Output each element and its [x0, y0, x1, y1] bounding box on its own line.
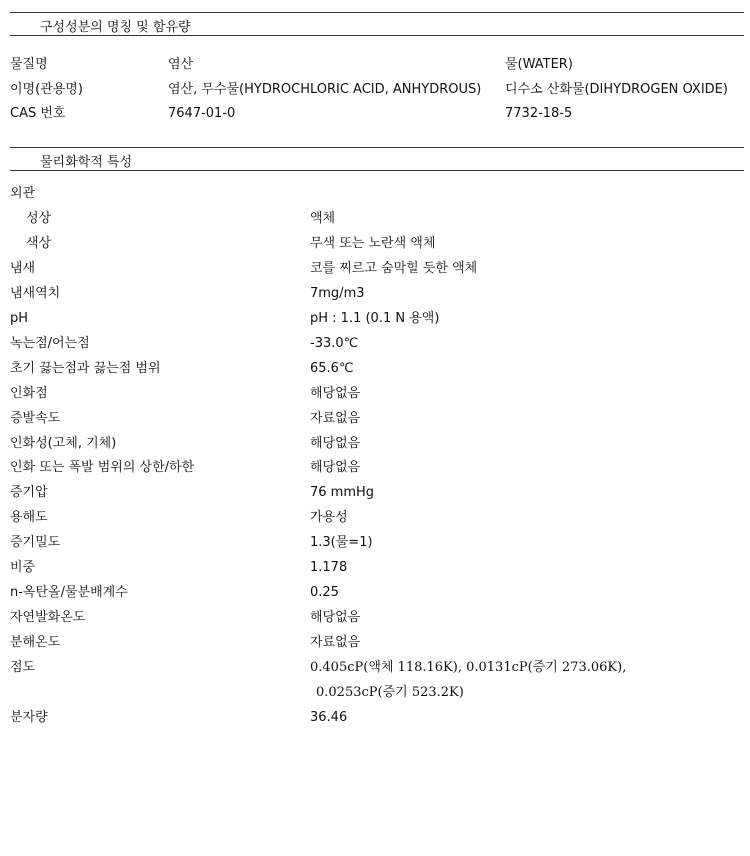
table-row	[0, 105, 750, 127]
row-value: 36.46	[310, 710, 348, 725]
row-label: 녹는점/어는점	[10, 336, 90, 351]
row-value: 1.178	[310, 560, 348, 575]
row-label: 분자량	[10, 710, 48, 725]
table-row	[0, 335, 750, 357]
row-label: 인화성(고체, 기체)	[10, 436, 117, 451]
row-value: 해당없음	[310, 460, 361, 475]
table-row	[0, 310, 750, 332]
table-row	[0, 185, 750, 207]
row-value: 무색 또는 노란색 액체	[310, 236, 436, 251]
table-row	[0, 235, 750, 257]
row-label: 초기 끓는점과 끓는점 범위	[10, 361, 161, 376]
row-value-water: 7732-18-5	[505, 106, 573, 121]
row-label: n-옥탄올/물분배계수	[10, 585, 128, 600]
row-value-water: 물(WATER)	[505, 57, 573, 72]
row-value: -33.0℃	[310, 336, 359, 351]
table-row	[0, 385, 750, 407]
row-label: 용해도	[10, 510, 48, 525]
row-value-water: 디수소 산화물(DIHYDROGEN OXIDE)	[505, 82, 728, 97]
row-label: 증기압	[10, 485, 48, 500]
row-label: CAS 번호	[10, 106, 66, 121]
row-value: 해당없음	[310, 436, 361, 451]
table-row	[0, 609, 750, 631]
table-row	[0, 634, 750, 656]
table-row	[0, 584, 750, 606]
table-row	[0, 81, 750, 103]
row-value: 0.25	[310, 585, 339, 600]
row-value: 1.3(물=1)	[310, 535, 373, 550]
row-value: 65.6℃	[310, 361, 354, 376]
row-label: 비중	[10, 560, 36, 575]
row-value: 해당없음	[310, 386, 361, 401]
table-row	[0, 360, 750, 382]
row-label: 외관	[10, 186, 36, 201]
row-label: 냄새역치	[10, 286, 61, 301]
row-value: 7mg/m3	[310, 286, 365, 301]
table-row	[0, 484, 750, 506]
row-value-hcl: 7647-01-0	[168, 106, 236, 121]
row-value-continued: 0.0253cP(증기 523.2K)	[316, 685, 464, 700]
section-title: 물리화학적 특성	[40, 155, 133, 170]
row-label: 분해온도	[10, 635, 61, 650]
row-value: 가용성	[310, 510, 348, 525]
row-label: 이명(관용명)	[10, 82, 83, 97]
table-row	[0, 56, 750, 78]
row-value-hcl: 염산	[168, 57, 194, 72]
row-label: 증발속도	[10, 411, 61, 426]
row-label: 물질명	[10, 57, 48, 72]
row-value: 코를 찌르고 숨막힐 듯한 액체	[310, 261, 478, 276]
row-value: 76 mmHg	[310, 485, 375, 500]
table-row	[0, 659, 750, 707]
row-label: 인화 또는 폭발 범위의 상한/하한	[10, 460, 195, 475]
row-label: 색상	[26, 236, 52, 251]
row-label: 냄새	[10, 261, 36, 276]
row-value: 자료없음	[310, 635, 361, 650]
row-label: pH	[10, 311, 29, 326]
row-label: 인화점	[10, 386, 48, 401]
table-row	[0, 260, 750, 282]
table-row	[0, 210, 750, 232]
row-value: 액체	[310, 211, 336, 226]
table-row	[0, 285, 750, 307]
row-value-hcl: 염산, 무수물(HYDROCHLORIC ACID, ANHYDROUS)	[168, 82, 482, 97]
table-row	[0, 459, 750, 481]
table-row	[0, 534, 750, 556]
table-row	[0, 559, 750, 581]
row-value: 해당없음	[310, 610, 361, 625]
table-row	[0, 435, 750, 457]
row-label: 성상	[26, 211, 52, 226]
row-label: 자연발화온도	[10, 610, 86, 625]
section-header-composition	[10, 12, 744, 36]
table-row	[0, 410, 750, 432]
row-label: 점도	[10, 660, 36, 675]
row-value: 0.405cP(액체 118.16K), 0.0131cP(증기 273.06K),	[310, 660, 627, 675]
table-row	[0, 709, 750, 731]
row-value: pH : 1.1 (0.1 N 용액)	[310, 311, 440, 326]
row-label: 증기밀도	[10, 535, 61, 550]
section-header-properties	[10, 147, 744, 171]
section-title: 구성성분의 명칭 및 함유량	[40, 20, 191, 35]
table-row	[0, 509, 750, 531]
row-value: 자료없음	[310, 411, 361, 426]
